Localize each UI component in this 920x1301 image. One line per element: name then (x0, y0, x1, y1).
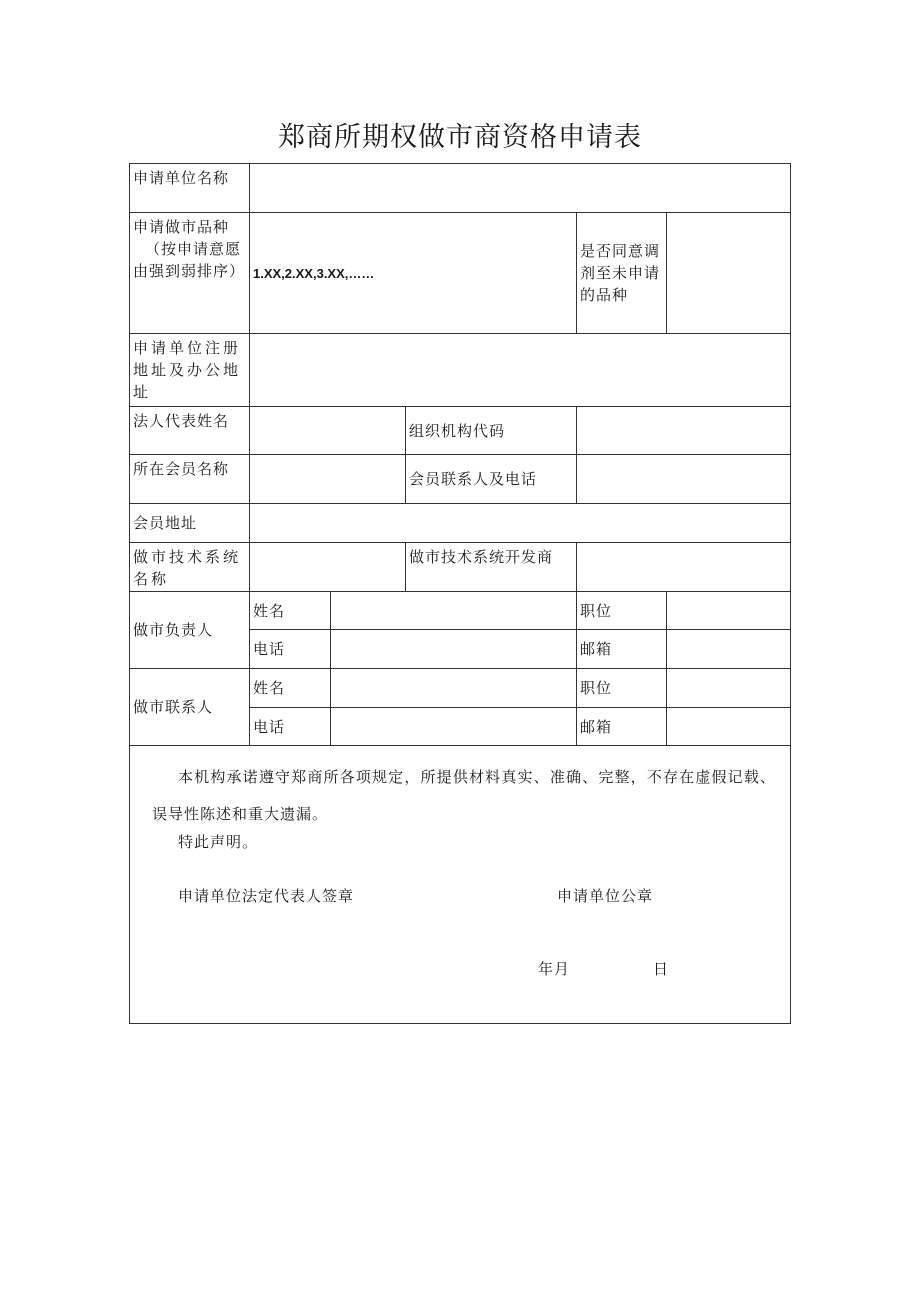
org-code-label: 组织机构代码 (406, 407, 577, 455)
variety-field[interactable] (250, 213, 577, 334)
mm-head-email-field[interactable] (667, 630, 791, 669)
mm-head-name-field[interactable] (331, 592, 577, 630)
system-dev-field[interactable] (577, 543, 791, 592)
variety-value: 1.XX,2.XX,3.XX,…… (253, 265, 375, 281)
declaration-statement: 特此声明。 (178, 833, 259, 851)
application-form-table (129, 163, 791, 1024)
page-title: 郑商所期权做市商资格申请表 (278, 122, 642, 153)
mm-head-position-label: 职位 (577, 592, 667, 630)
mm-head-phone-field[interactable] (331, 630, 577, 669)
member-name-label: 所在会员名称 (130, 455, 250, 504)
variety-label (130, 213, 250, 334)
mm-contact-email-field[interactable] (667, 708, 791, 746)
address-label: 申请单位注册地址及办公地址 (130, 334, 250, 407)
mm-contact-position-label: 职位 (577, 669, 667, 708)
date-year-month: 年月 (538, 960, 571, 978)
applicant-name-label: 申请单位名称 (130, 164, 250, 213)
adjust-field[interactable] (667, 213, 791, 334)
applicant-name-field[interactable] (250, 164, 791, 213)
org-code-field[interactable] (577, 407, 791, 455)
signature-company-seal: 申请单位公章 (557, 887, 654, 905)
mm-head-phone-label: 电话 (250, 630, 331, 669)
date-day: 日 (653, 960, 670, 978)
mm-contact-email-label: 邮箱 (577, 708, 667, 746)
declaration-paragraph: 本机构承诺遵守郑商所各项规定，所提供材料真实、准确、完整，不存在虚假记载、误导性陈述和重大遗漏。 (152, 768, 776, 823)
member-contact-label: 会员联系人及电话 (406, 455, 577, 504)
mm-head-name-label: 姓名 (250, 592, 331, 630)
mm-head-label: 做市负责人 (130, 592, 250, 669)
member-name-field[interactable] (250, 455, 406, 504)
system-dev-label: 做市技术系统开发商 (406, 543, 577, 592)
system-name-field[interactable] (250, 543, 406, 592)
mm-contact-name-label: 姓名 (250, 669, 331, 708)
member-address-label: 会员地址 (130, 504, 250, 543)
mm-contact-position-field[interactable] (667, 669, 791, 708)
adjust-label: 是否同意调剂至未申请的品种 (577, 213, 667, 334)
address-field[interactable] (250, 334, 791, 407)
system-name-label: 做市技术系统名称 (130, 543, 250, 592)
variety-label-note: （按申请意愿由强到弱排序） (133, 240, 246, 280)
declaration-section (130, 746, 791, 1024)
member-contact-field[interactable] (577, 455, 791, 504)
mm-contact-phone-label: 电话 (250, 708, 331, 746)
legal-rep-field[interactable] (250, 407, 406, 455)
member-address-field[interactable] (250, 504, 791, 543)
mm-head-email-label: 邮箱 (577, 630, 667, 669)
variety-label-main: 申请做市品种 (133, 218, 230, 236)
mm-contact-label: 做市联系人 (130, 669, 250, 746)
legal-rep-label: 法人代表姓名 (130, 407, 250, 455)
mm-contact-phone-field[interactable] (331, 708, 577, 746)
mm-contact-name-field[interactable] (331, 669, 577, 708)
signature-legal-rep: 申请单位法定代表人签章 (178, 887, 355, 905)
mm-head-position-field[interactable] (667, 592, 791, 630)
